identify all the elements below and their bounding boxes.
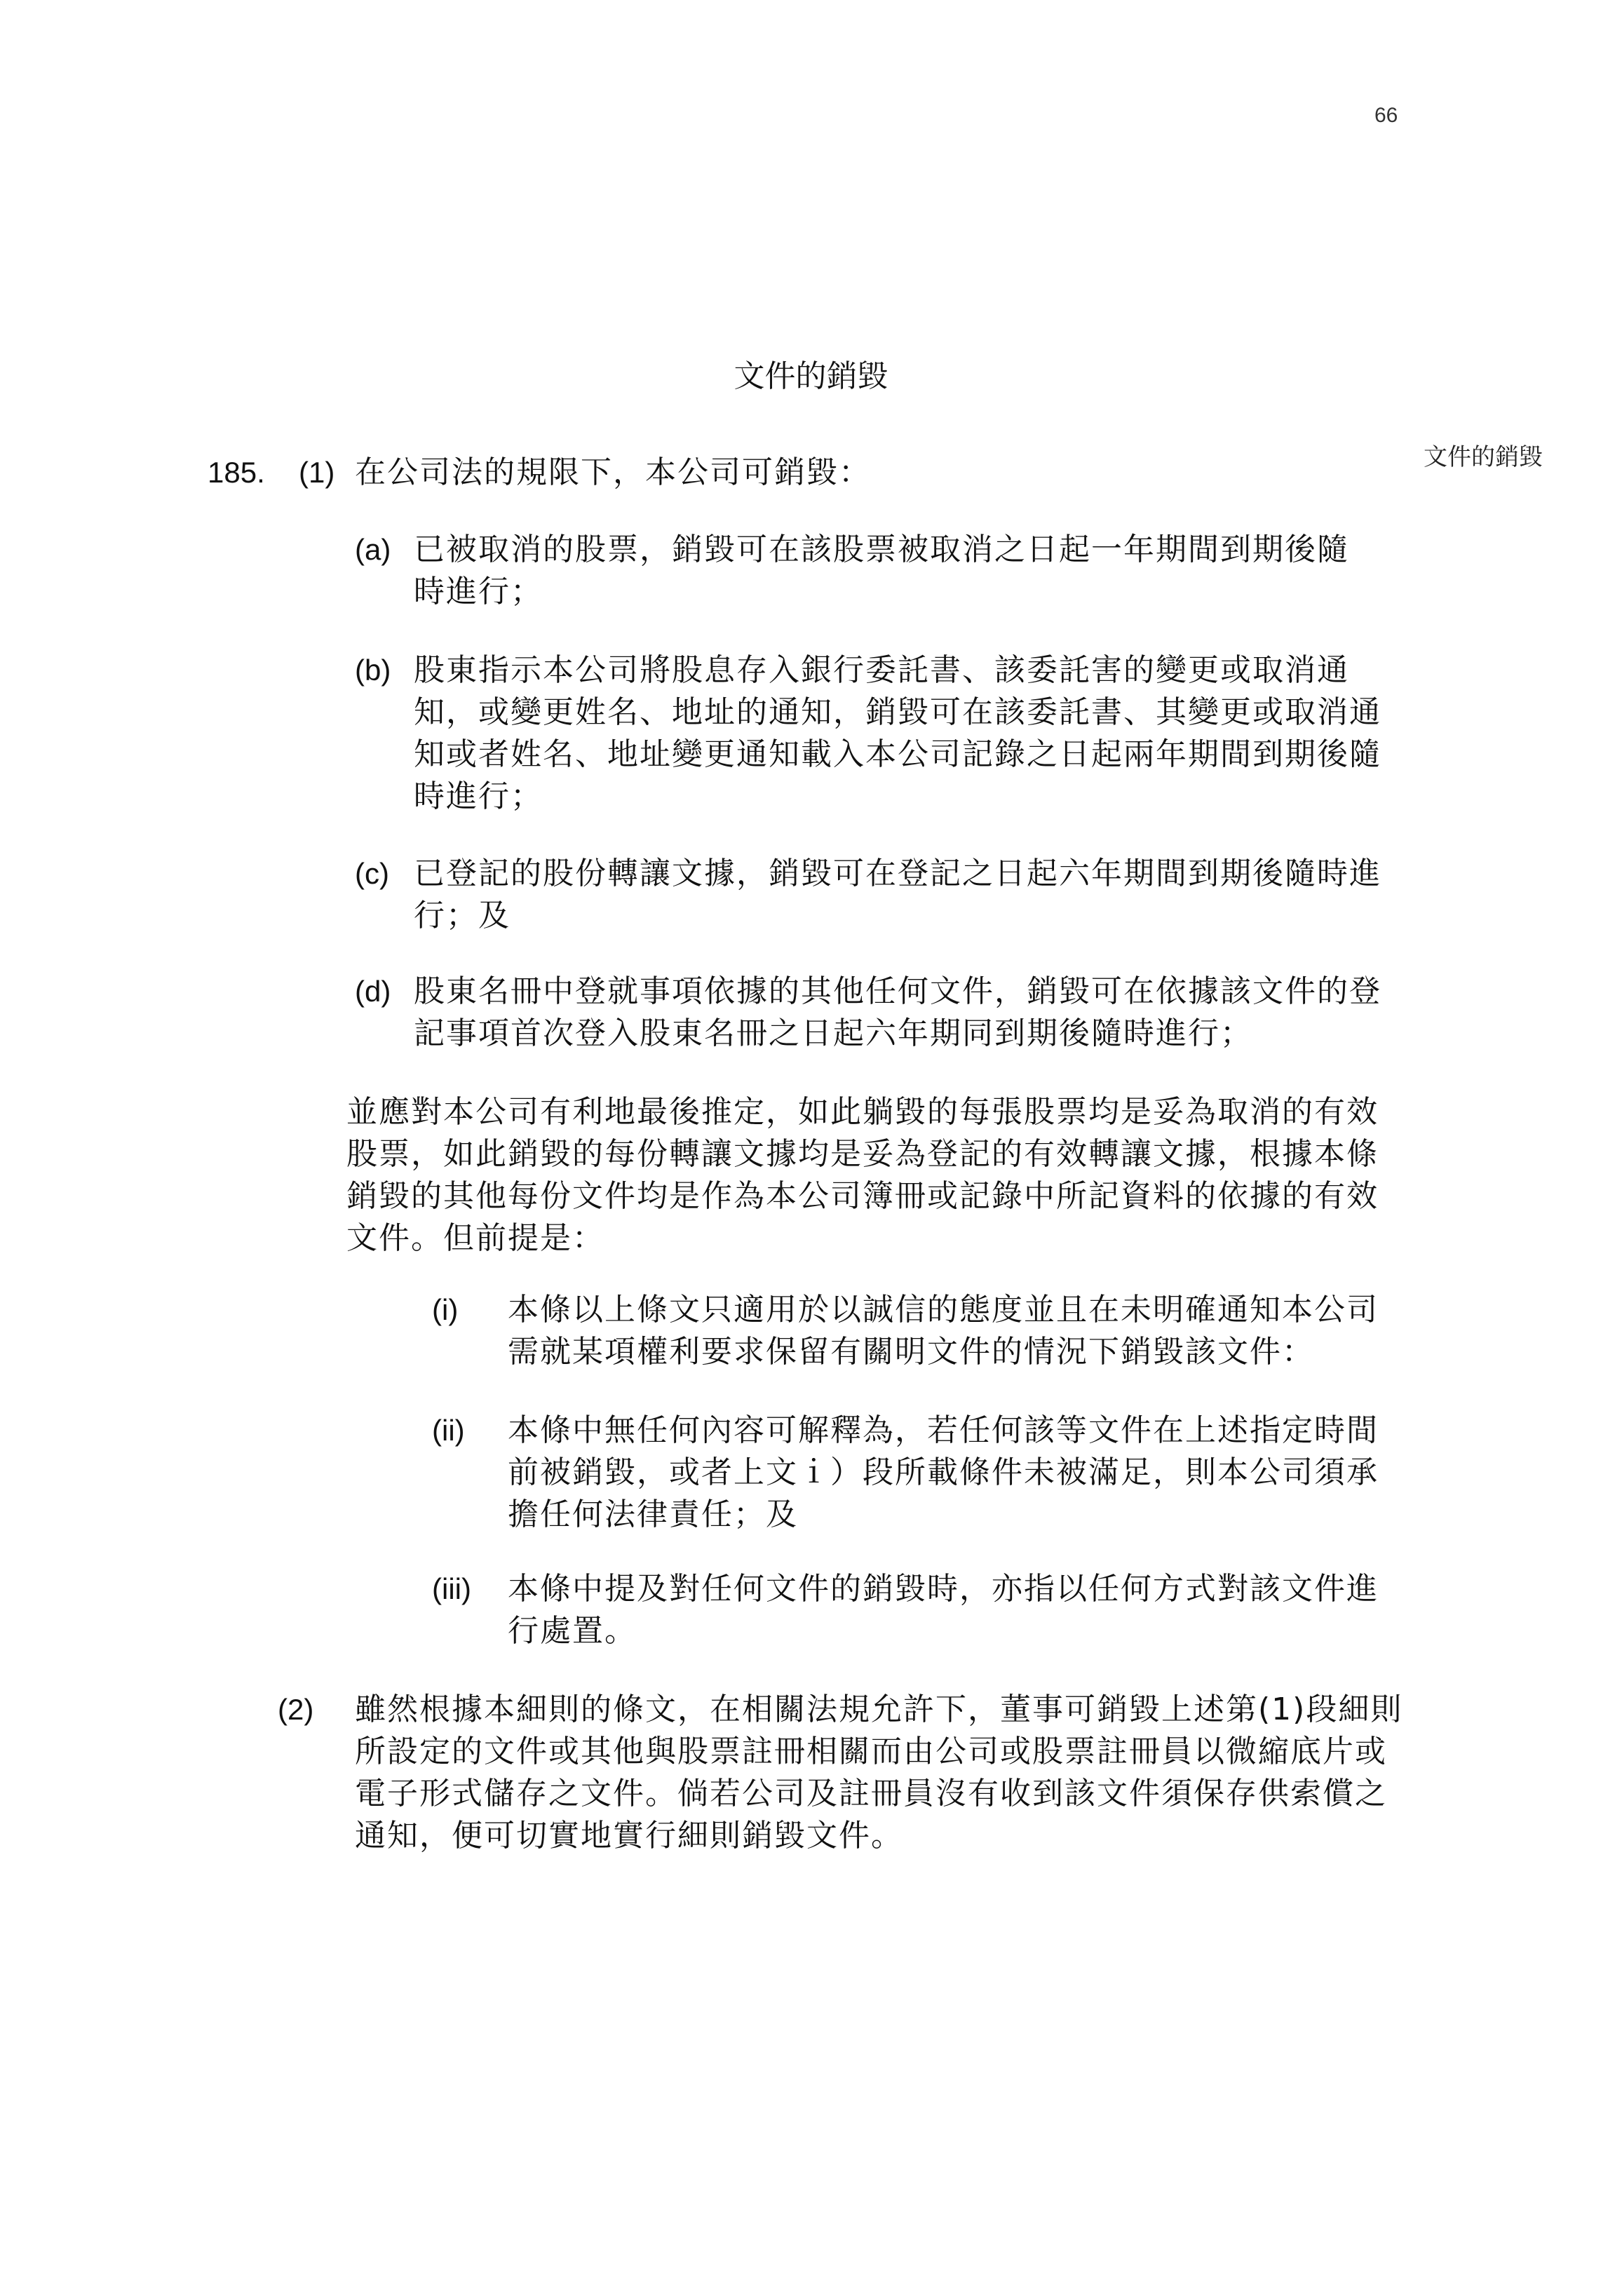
item-a-text: 已被取消的股票，銷毀可在該股票被取消之日起一年期間到期後隨 時進行； <box>414 532 1349 609</box>
section-heading: 文件的銷毀 <box>734 358 888 394</box>
item-c-text: 已登記的股份轉讓文據，銷毀可在登記之日起六年期間到期後隨時進 行；及 <box>414 856 1381 933</box>
proviso-iii-label: (iii) <box>432 1572 471 1605</box>
proviso-ii-label: (ii) <box>432 1414 465 1447</box>
article-number: 185. <box>208 456 265 489</box>
proviso-i-label: (i) <box>432 1293 459 1326</box>
margin-note: 文件的銷毀 <box>1424 443 1543 471</box>
paragraph-1-intro: 在公司法的規限下，本公司可銷毀： <box>355 454 871 490</box>
item-b-text: 股東指示本公司將股息存入銀行委託書、該委託害的變更或取消通 知，或變更姓名、地址的通知，銷毀可在該委託書、其變更或取消通 知或者姓名、地址變更通知載入本公司記錄之日起兩年期間到期後隨 時進行； <box>414 652 1381 814</box>
item-b-label: (b) <box>355 654 391 687</box>
item-d-text: 股東名冊中登就事項依據的其他任何文件，銷毀可在依據該文件的登 記事項首次登入股東名冊之日起六年期同到期後隨時進行； <box>414 973 1381 1051</box>
proviso-i-text: 本條以上條文只適用於以誠信的態度並且在未明確通知本公司 需就某項權利要求保留有關明文件的情況下銷毀該文件： <box>508 1292 1379 1370</box>
paragraph-1-label: (1) <box>299 456 335 489</box>
paragraph-2-text: 雖然根據本細則的條文，在相關法規允許下，董事可銷毀上述第(1)段細則 所設定的文件或其他與股票註冊相關而由公司或股票註冊員以微縮底片或 電子形式儲存之文件。倘若公司及註冊員沒有收到該文件須保存供索償之 通知，便可切實地實行細則銷毀文件。 <box>355 1691 1403 1853</box>
paragraph-2-label: (2) <box>278 1693 314 1726</box>
page-number: 66 <box>1374 104 1398 127</box>
proviso-iii-text: 本條中提及對任何文件的銷毀時，亦指以任何方式對該文件進 行處置。 <box>508 1571 1379 1649</box>
item-c-label: (c) <box>355 857 389 890</box>
item-a-label: (a) <box>355 533 391 566</box>
proviso-ii-text: 本條中無任何內容可解釋為，若任何該等文件在上述指定時間 前被銷毀，或者上文ｉ）段所載條件未被滿足，則本公司須承 擔任何法律責任；及 <box>508 1412 1379 1532</box>
item-d-label: (d) <box>355 975 391 1008</box>
presumption-paragraph: 並應對本公司有利地最後推定，如此躺毀的每張股票均是妥為取消的有效 股票，如此銷毀的每份轉讓文據均是妥為登記的有效轉讓文據，根據本條 銷毀的其他每份文件均是作為本公司簿冊或記錄中所記資料的依據的有效 文件。但前提是： <box>346 1094 1379 1256</box>
